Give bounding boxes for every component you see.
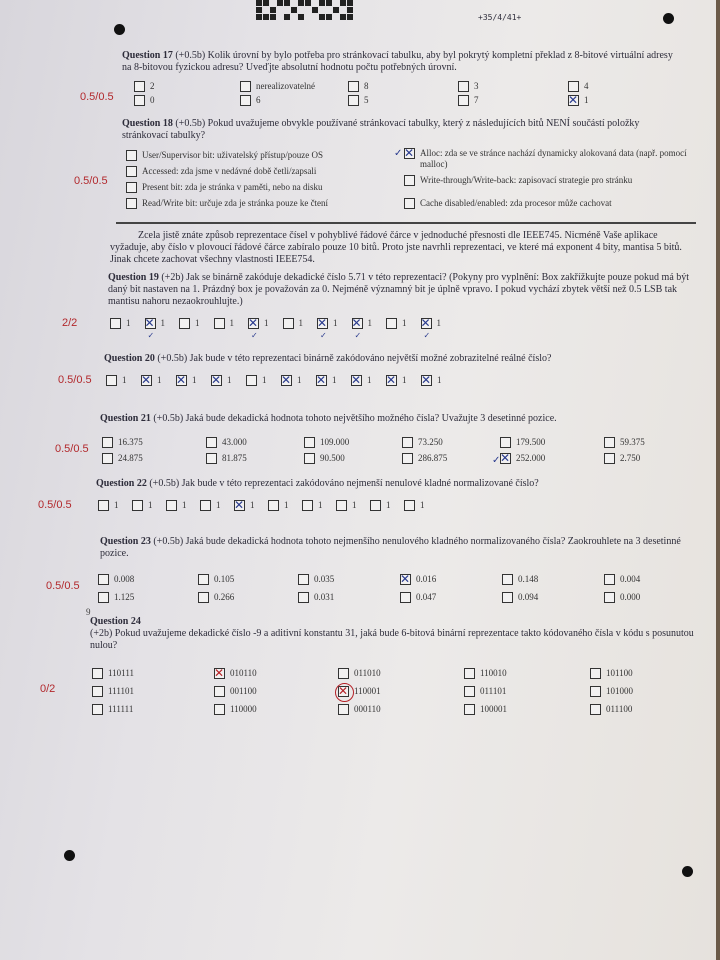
option-label: 1	[192, 375, 197, 385]
question-title: Question 22	[96, 478, 147, 489]
cross-mark-icon: ✕	[351, 316, 362, 330]
score: 0.5/0.5	[58, 374, 92, 386]
grader-check-icon: ✓	[492, 455, 501, 466]
option-label: 24.875	[118, 453, 143, 463]
option-label: 90.500	[320, 453, 345, 463]
option-label: 1	[160, 318, 165, 328]
answer-checkbox[interactable]	[464, 704, 475, 715]
bit-checkbox[interactable]	[106, 375, 117, 386]
answer-checkbox[interactable]	[402, 453, 413, 464]
question-body: (+0.5b) Jaká bude dekadická hodnota tohoto nejmenšího nenulového kladného normalizovaného čísla? Zaokrouhlete na 3 desetinné pozice.	[100, 536, 681, 559]
option-label: 1	[182, 500, 187, 510]
option-label: 43.000	[222, 437, 247, 447]
bit-checkbox[interactable]	[281, 375, 292, 386]
answer-checkbox[interactable]	[102, 453, 113, 464]
option-label: 1	[216, 500, 221, 510]
question-body: (+0.5b) Pokud uvažujeme obvykle používané stránkovací tabulky, který z následujících bitů NENÍ součástí položky stránkovací tabulky?	[122, 118, 640, 141]
option-label: 0.266	[214, 592, 235, 602]
option-label: User/Supervisor bit: uživatelský přístup/pouze OS	[142, 150, 323, 160]
answer-checkbox[interactable]	[604, 437, 615, 448]
answer-checkbox[interactable]	[604, 453, 615, 464]
answer-checkbox[interactable]	[404, 175, 415, 186]
answer-checkbox[interactable]	[198, 574, 209, 585]
answer-checkbox[interactable]	[92, 704, 103, 715]
cross-mark-icon: ✕	[400, 572, 411, 586]
answer-checkbox[interactable]	[500, 453, 511, 464]
bit-checkbox[interactable]	[421, 318, 432, 329]
answer-checkbox[interactable]	[304, 437, 315, 448]
answer-checkbox[interactable]	[568, 95, 579, 106]
grader-check-icon: ✓	[147, 331, 155, 340]
option-label: Write-through/Write-back: zapisovací strategie pro stránku	[420, 175, 633, 185]
cross-mark-icon: ✕	[500, 451, 511, 465]
answer-checkbox[interactable]	[502, 592, 513, 603]
barcode	[256, 0, 356, 22]
option-label: 6	[256, 95, 261, 105]
option-label: 3	[474, 81, 479, 91]
option-label: 1	[157, 375, 162, 385]
answer-checkbox[interactable]	[126, 198, 137, 209]
score: 0/2	[40, 683, 56, 695]
option-label: 110001	[354, 686, 381, 696]
bit-checkbox[interactable]	[283, 318, 294, 329]
option-label: 0.094	[518, 592, 539, 602]
question-body: (+2b) Jak se binárně zakóduje dekadické číslo 5.71 v této reprezentaci? (Pokyny pro vyplnění: Box zakřížkujte pouze pokud má být daný bit nastaven na 1. Prázdný box je považován za 0. Nejméně významný bit je úplně vpravo. I pokud vychází zbytek větší než 0.5 LSB tak mantisu nahoru nezaokrouhlujte.)	[108, 272, 690, 307]
red-cross-mark-icon: ✕	[338, 684, 349, 698]
option-label: 1	[284, 500, 289, 510]
answer-checkbox[interactable]	[92, 686, 103, 697]
option-label: 1	[126, 318, 131, 328]
answer-checkbox[interactable]	[98, 592, 109, 603]
option-label: 286.875	[418, 453, 448, 463]
bit-checkbox[interactable]	[336, 500, 347, 511]
score: 2/2	[62, 317, 78, 329]
score: 0.5/0.5	[80, 91, 114, 103]
option-label: 0.016	[416, 574, 437, 584]
option-label: 0.035	[314, 574, 335, 584]
cross-mark-icon: ✕	[421, 373, 432, 387]
answer-checkbox[interactable]	[338, 668, 349, 679]
correction-circle-icon	[335, 683, 354, 702]
question-17-text	[122, 50, 682, 74]
bit-checkbox[interactable]	[386, 318, 397, 329]
option-label: 1	[264, 318, 269, 328]
option-label: 001100	[230, 686, 257, 696]
option-label: 1	[229, 318, 234, 328]
registration-dot	[663, 13, 674, 24]
option-label: 0.047	[416, 592, 437, 602]
cross-mark-icon: ✕	[144, 316, 155, 330]
option-label: 111101	[108, 686, 134, 696]
question-20-text	[104, 353, 694, 365]
bit-checkbox[interactable]	[370, 500, 381, 511]
answer-checkbox[interactable]	[134, 95, 145, 106]
question-24-text: (+2b) Pokud uvažujeme dekadické číslo -9 a aditivní konstantu 31, jaká bude 6-bitová binární reprezentace takto kódovaného čísla v kódu s posunutou nulou?	[90, 628, 694, 651]
question-22-text	[96, 478, 691, 490]
option-label: 0.000	[620, 592, 641, 602]
registration-dot	[114, 24, 125, 35]
answer-checkbox[interactable]	[590, 668, 601, 679]
answer-checkbox[interactable]	[604, 574, 615, 585]
question-21-text	[100, 413, 695, 425]
answer-checkbox[interactable]	[298, 592, 309, 603]
option-label: 4	[584, 81, 589, 91]
option-label: 0.105	[214, 574, 235, 584]
cross-mark-icon: ✕	[211, 373, 222, 387]
option-label: 16.375	[118, 437, 143, 447]
option-label: 0.031	[314, 592, 335, 602]
score: 0.5/0.5	[55, 443, 89, 455]
answer-checkbox[interactable]	[348, 95, 359, 106]
question-title: Question 18	[122, 118, 173, 129]
option-label: 1	[332, 375, 337, 385]
question-23-text	[100, 536, 695, 560]
option-label: 010110	[230, 668, 257, 678]
section-intro: Zcela jistě znáte způsob reprezentace čísel v pohyblivé řádové čárce v jednoduché přesnosti dle IEEE745. Nicméně Vaše aplikace vyžaduje, aby číslo v plovoucí řádové čárce zabíralo pouze 10 bitů. Proto jste navrhli reprezentaci, ve které má exponent 4 bity, mantisa 5 bitů. Jinak chcete zachovat všechny vlastnosti IEEE754.	[110, 230, 682, 265]
option-label: 1	[227, 375, 232, 385]
answer-checkbox[interactable]	[298, 574, 309, 585]
grader-check-icon: ✓	[394, 148, 403, 159]
bit-checkbox[interactable]	[176, 375, 187, 386]
option-label: Accessed: zda jsme v nedávné době četli/zapsali	[142, 166, 317, 176]
option-label: 110010	[480, 668, 507, 678]
bit-checkbox[interactable]	[268, 500, 279, 511]
bit-checkbox[interactable]	[214, 318, 225, 329]
option-label: 1	[436, 318, 441, 328]
grader-check-icon: ✓	[251, 331, 258, 340]
option-label: 110111	[108, 668, 134, 678]
option-label: 1	[333, 318, 338, 328]
bit-checkbox[interactable]	[248, 318, 259, 329]
registration-dot	[64, 850, 75, 861]
bit-checkbox[interactable]	[404, 500, 415, 511]
answer-checkbox[interactable]	[98, 574, 109, 585]
option-label: 0.004	[620, 574, 641, 584]
option-label: 73.250	[418, 437, 443, 447]
answer-checkbox[interactable]	[590, 686, 601, 697]
registration-dot	[682, 866, 693, 877]
score: 0.5/0.5	[46, 580, 80, 592]
option-label: 2.750	[620, 453, 641, 463]
cross-mark-icon: ✕	[568, 93, 579, 107]
answer-checkbox[interactable]	[590, 704, 601, 715]
answer-checkbox[interactable]	[338, 686, 349, 697]
cross-mark-icon: ✕	[176, 373, 187, 387]
option-label: Alloc: zda se ve stránce nachází dynamicky alokovaná data (např. pomocí malloc)	[420, 148, 687, 169]
answer-checkbox[interactable]	[206, 437, 217, 448]
grader-check-icon: ✓	[423, 331, 431, 340]
question-title: Question 19	[108, 272, 159, 283]
option-label: 1	[148, 500, 153, 510]
option-label: 59.375	[620, 437, 645, 447]
bit-checkbox[interactable]	[421, 375, 432, 386]
bit-checkbox[interactable]	[386, 375, 397, 386]
bit-checkbox[interactable]	[351, 375, 362, 386]
cross-mark-icon: ✕	[351, 373, 362, 387]
question-body: (+0.5b) Jak bude v této reprezentaci zakódováno nejmenší nenulové kladné normalizované číslo?	[149, 478, 539, 489]
option-label: 011010	[354, 668, 381, 678]
answer-checkbox[interactable]	[404, 198, 415, 209]
option-label: 1	[367, 318, 372, 328]
option-label: 1	[402, 375, 407, 385]
option-label: 7	[474, 95, 479, 105]
option-label: 1.125	[114, 592, 135, 602]
option-label: 8	[364, 81, 369, 91]
cross-mark-icon: ✕	[281, 373, 292, 387]
question-body: (+0.5b) Jaká bude dekadická hodnota tohoto největšího možného čísla? Uvažujte 3 desetinné pozice.	[153, 413, 557, 424]
option-label: 1	[297, 375, 302, 385]
cross-mark-icon: ✕	[248, 316, 259, 330]
bit-checkbox[interactable]	[352, 318, 363, 329]
option-label: 5	[364, 95, 369, 105]
option-label: Cache disabled/enabled: zda procesor může cachovat	[420, 198, 612, 208]
answer-checkbox[interactable]	[92, 668, 103, 679]
score: 0.5/0.5	[74, 175, 108, 187]
option-label: 0.008	[114, 574, 135, 584]
option-label: 111111	[108, 704, 134, 714]
option-label: Present bit: zda je stránka v paměti, nebo na disku	[142, 182, 323, 192]
answer-checkbox[interactable]	[400, 574, 411, 585]
red-cross-mark-icon: ✕	[214, 666, 225, 680]
answer-checkbox[interactable]	[458, 95, 469, 106]
answer-checkbox[interactable]	[214, 704, 225, 715]
option-label: 1	[114, 500, 119, 510]
cross-mark-icon: ✕	[141, 373, 152, 387]
option-label: 011100	[606, 704, 633, 714]
score: 0.5/0.5	[38, 499, 72, 511]
option-label: 1	[402, 318, 407, 328]
answer-checkbox[interactable]	[402, 437, 413, 448]
bit-checkbox[interactable]	[132, 500, 143, 511]
bit-checkbox[interactable]	[316, 375, 327, 386]
answer-checkbox[interactable]	[240, 81, 251, 92]
sheet-code: +35/4/41+	[478, 13, 522, 22]
answer-checkbox[interactable]	[126, 150, 137, 161]
option-label: 1	[352, 500, 357, 510]
question-19-text	[108, 272, 698, 308]
answer-checkbox[interactable]	[348, 81, 359, 92]
option-label: 000110	[354, 704, 381, 714]
grader-check-icon: ✓	[354, 331, 362, 340]
answer-checkbox[interactable]	[338, 704, 349, 715]
question-body: (+0.5b) Kolik úrovní by bylo potřeba pro stránkovací tabulku, aby byl pokrytý kompletní překlad z 8-bitové virtuální adresy na 8-bitovou fyzickou adresu? Uveďjte absolutní hodnotu počtu potřebných úrovní.	[122, 50, 673, 73]
answer-checkbox[interactable]	[464, 668, 475, 679]
bit-checkbox[interactable]	[302, 500, 313, 511]
option-label: 1	[386, 500, 391, 510]
option-label: 1	[367, 375, 372, 385]
option-label: nerealizovatelné	[256, 81, 315, 91]
bit-checkbox[interactable]	[98, 500, 109, 511]
option-label: 100001	[480, 704, 507, 714]
question-title: Question 21	[100, 413, 151, 424]
bit-checkbox[interactable]	[110, 318, 121, 329]
answer-checkbox[interactable]	[404, 148, 415, 159]
option-label: 110000	[230, 704, 257, 714]
question-title: Question 20	[104, 353, 155, 364]
option-label: 1	[584, 95, 589, 105]
option-label: 011101	[480, 686, 507, 696]
bit-checkbox[interactable]	[246, 375, 257, 386]
answer-checkbox[interactable]	[604, 592, 615, 603]
cross-mark-icon: ✕	[404, 146, 415, 160]
option-label: 1	[250, 500, 255, 510]
divider	[116, 222, 696, 224]
bit-checkbox[interactable]	[200, 500, 211, 511]
cross-mark-icon: ✕	[386, 373, 397, 387]
question-18-text	[122, 118, 682, 142]
answer-checkbox[interactable]	[500, 437, 511, 448]
answer-checkbox[interactable]	[102, 437, 113, 448]
answer-checkbox[interactable]	[458, 81, 469, 92]
question-24-title: Question 24	[90, 616, 141, 627]
margin-note: 9	[86, 607, 91, 617]
option-label: 1	[318, 500, 323, 510]
answer-checkbox[interactable]	[126, 182, 137, 193]
bit-checkbox[interactable]	[145, 318, 156, 329]
option-label: 1	[262, 375, 267, 385]
answer-checkbox[interactable]	[198, 592, 209, 603]
answer-checkbox[interactable]	[206, 453, 217, 464]
option-label: 179.500	[516, 437, 546, 447]
option-label: 0.148	[518, 574, 539, 584]
cross-mark-icon: ✕	[317, 316, 328, 330]
bit-checkbox[interactable]	[211, 375, 222, 386]
answer-checkbox[interactable]	[502, 574, 513, 585]
option-label: 1	[122, 375, 127, 385]
question-body: (+0.5b) Jak bude v této reprezentaci binárně zakódováno největší možné zobrazitelné reálné číslo?	[157, 353, 552, 364]
question-title: Question 23	[100, 536, 151, 547]
bit-checkbox[interactable]	[234, 500, 245, 511]
bit-checkbox[interactable]	[166, 500, 177, 511]
option-label: 109.000	[320, 437, 350, 447]
cross-mark-icon: ✕	[420, 316, 431, 330]
answer-checkbox[interactable]	[304, 453, 315, 464]
answer-checkbox[interactable]	[568, 81, 579, 92]
cross-mark-icon: ✕	[234, 498, 245, 512]
option-label: 2	[150, 81, 155, 91]
grader-check-icon: ✓	[320, 331, 327, 340]
option-label: 1	[298, 318, 303, 328]
option-label: 81.875	[222, 453, 247, 463]
option-label: Read/Write bit: určuje zda je stránka pouze ke čtení	[142, 198, 329, 208]
answer-checkbox[interactable]	[214, 668, 225, 679]
bit-checkbox[interactable]	[317, 318, 328, 329]
option-label: 252.000	[516, 453, 546, 463]
answer-checkbox[interactable]	[126, 166, 137, 177]
option-label: 101000	[606, 686, 633, 696]
question-title: Question 17	[122, 50, 173, 61]
answer-checkbox[interactable]	[240, 95, 251, 106]
option-label: 1	[195, 318, 200, 328]
answer-checkbox[interactable]	[464, 686, 475, 697]
answer-checkbox[interactable]	[400, 592, 411, 603]
bit-checkbox[interactable]	[179, 318, 190, 329]
option-label: 1	[437, 375, 442, 385]
option-label: 1	[420, 500, 425, 510]
bit-checkbox[interactable]	[141, 375, 152, 386]
option-label: 0	[150, 95, 155, 105]
answer-checkbox[interactable]	[134, 81, 145, 92]
option-label: 101100	[606, 668, 633, 678]
cross-mark-icon: ✕	[316, 373, 327, 387]
answer-checkbox[interactable]	[214, 686, 225, 697]
